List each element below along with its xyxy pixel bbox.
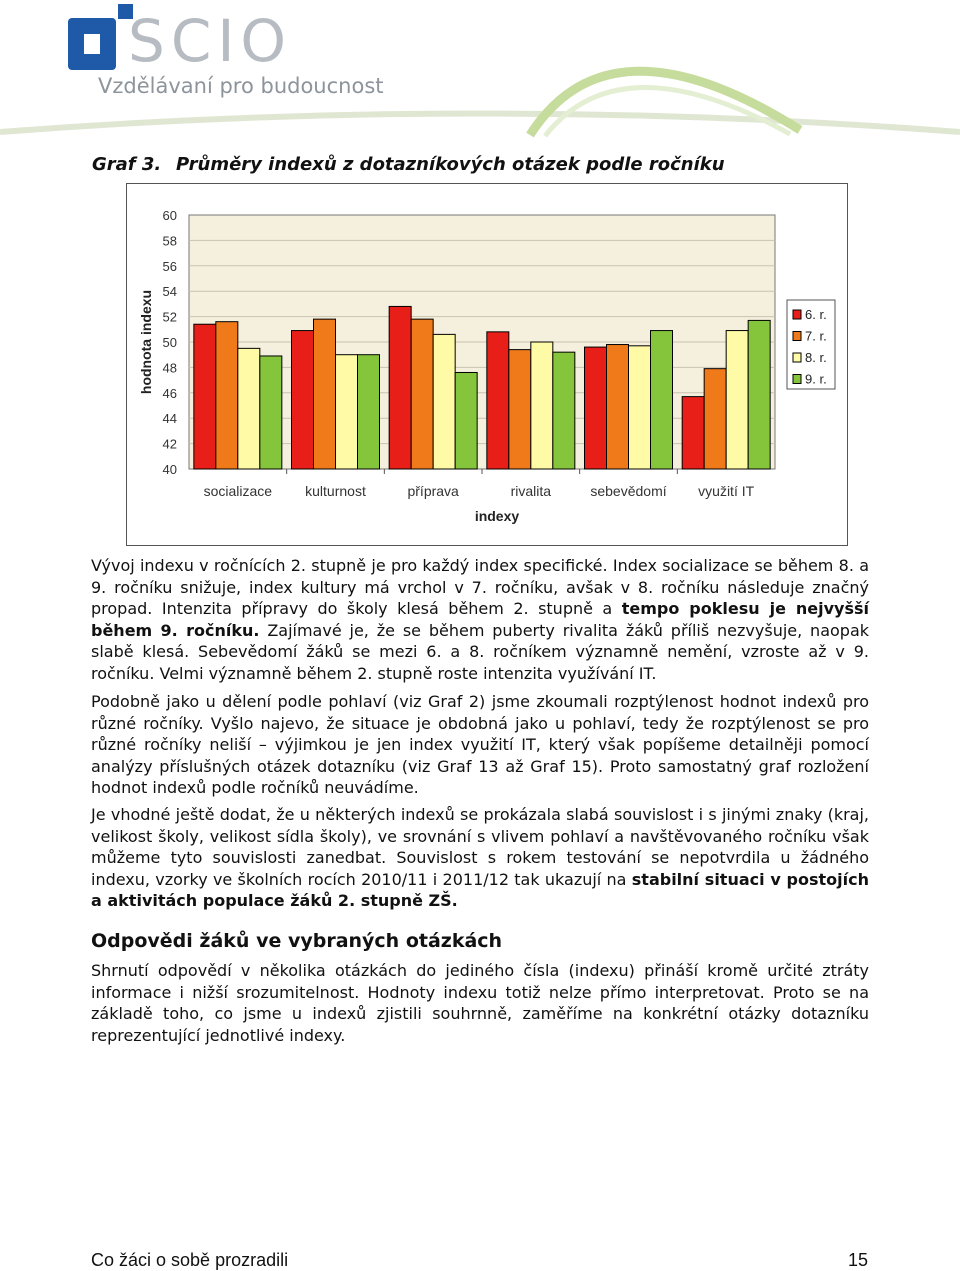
bar (748, 320, 770, 469)
y-tick-label: 50 (162, 335, 177, 350)
legend-label: 9. r. (805, 371, 827, 387)
y-tick-label: 46 (162, 385, 177, 401)
bar (260, 356, 282, 469)
section-heading: Odpovědi žáků ve vybraných otázkách (91, 930, 503, 952)
legend-swatch (793, 332, 801, 341)
bar (358, 355, 380, 469)
bar (531, 342, 553, 469)
bar (389, 306, 411, 469)
y-tick-label: 48 (162, 360, 177, 376)
x-tick-label: kulturnost (305, 483, 366, 499)
legend-label: 7. r. (805, 328, 827, 344)
bar (682, 397, 704, 469)
legend-swatch (793, 310, 801, 319)
paragraph-1 (91, 555, 869, 684)
figure-number: Graf 3. (92, 154, 162, 175)
bar (585, 347, 607, 469)
bar (726, 331, 748, 469)
legend-label: 6. r. (805, 307, 827, 322)
y-axis-label: hodnota indexu (138, 289, 154, 395)
x-axis-label: indexy (474, 508, 520, 524)
bar (487, 332, 509, 469)
legend-swatch (793, 375, 801, 384)
paragraph-1-rest: Zajímavé je, že se během puberty rivalita žáků příliš nezvyšuje, naopak slabě klesá. Sebevědomí žáků se mezi 6. a 8. ročníkem významně nemění, vzroste až v 9. ročníku. Velmi významně během 2. stupně roste intenzita využívání IT. (91, 620, 870, 683)
bar (194, 324, 216, 469)
x-tick-label: sebevědomí (590, 483, 667, 499)
bar (238, 348, 260, 469)
chart-canvas (127, 184, 847, 545)
paragraph-1-bold: tempo poklesu je nejvyšší během 9. ročníku. (91, 599, 869, 640)
scio-logo-icon (68, 4, 133, 70)
bar (336, 355, 358, 469)
footer-title: Co žáci o sobě prozradili (91, 1250, 289, 1270)
paragraph-3-bold: stabilní situaci v postojích a aktivitách populace žáků 2. stupně ZŠ. (91, 869, 870, 910)
page-header (0, 0, 960, 140)
x-tick-label: využití IT (698, 483, 755, 499)
bar (553, 352, 575, 469)
bar (411, 319, 433, 469)
paragraph-4 (91, 960, 869, 1046)
y-tick-label: 40 (162, 462, 177, 477)
bar (292, 331, 314, 469)
legend-swatch (793, 353, 801, 362)
bar (455, 372, 477, 469)
y-tick-label: 54 (162, 284, 177, 300)
y-tick-label: 60 (162, 208, 177, 223)
paragraph-2-text: Podobně jako u dělení podle pohlaví (viz Graf 2) jsme zkoumali rozptýlenost hodnot indexů pro různé ročníky. Vyšlo najevo, že situace je obdobná jako u pohlaví, tedy že rozptýlenost se pro různé ročníky neliší – výjimkou je jen index využití IT, který však popíšeme detailněji pomocí analýzy příslušných otázek dotazníku (viz Graf 13 až Graf 15). Proto samostatný graf rozložení hodnot indexů podle ročníků neuvádíme. (91, 692, 869, 797)
figure-caption: Průměry indexů z dotazníkových otázek podle ročníku (176, 154, 725, 175)
paragraph-3 (91, 804, 869, 912)
y-tick-label: 56 (162, 258, 177, 274)
paragraph-3-text: Je vhodné ještě dodat, že u některých indexů se prokázala slabá souvislost i s jinými znaky (kraj, velikost školy, velikost sídla školy), ve srovnání s vlivem pohlaví a navštěvovaného ročníku však můžeme tyto souvislosti zanedbat. Souvislost s rokem testování se nepotvrdila u žádného indexu, vzorky ve školních rocích 2010/11 i 2011/12 tak ukazují na (91, 805, 869, 889)
x-tick-label: socializace (203, 483, 273, 499)
y-tick-label: 44 (162, 411, 177, 427)
y-tick-label: 52 (162, 309, 177, 325)
bar (651, 331, 673, 469)
logo-tagline: Vzdělávaní pro budoucnost (98, 74, 384, 98)
bar (433, 334, 455, 469)
paragraph-2 (91, 691, 869, 799)
x-tick-label: rivalita (510, 483, 552, 499)
paragraph-4-text: Shrnutí odpovědí v několika otázkách do jediného čísla (indexu) přináší kromě určité ztráty informace i nižší srozumitelnost. Hodnoty indexu totiž nelze přímo interpretovat. Proto se na základě toho, co jsme u indexů zjistili souhrnně, zaměříme na konkrétní otázky dotazníku reprezentující jednotlivé indexy. (91, 961, 869, 1045)
page-number: 15 (848, 1250, 869, 1270)
bar (607, 345, 629, 469)
bar (314, 319, 336, 469)
paragraph-1-text: Vývoj indexu v ročnících 2. stupně je pro každý index specifické. Index socializace se během 8. a 9. ročníku snižuje, index kultury má vrchol v 7. ročníku, avšak v 8. ročníku následuje značný propad. Intenzita přípravy do školy klesá během 2. stupně a (91, 556, 869, 618)
bar (629, 346, 651, 469)
y-tick-label: 42 (162, 436, 177, 452)
logo-wordmark: SCIO (128, 7, 293, 75)
figure-title (92, 154, 725, 175)
bar (509, 350, 531, 469)
bar-chart (126, 183, 848, 546)
bar (704, 369, 726, 469)
y-tick-label: 58 (162, 233, 177, 249)
legend-label: 8. r. (805, 350, 827, 365)
bar (216, 322, 238, 469)
x-tick-label: příprava (407, 483, 459, 499)
